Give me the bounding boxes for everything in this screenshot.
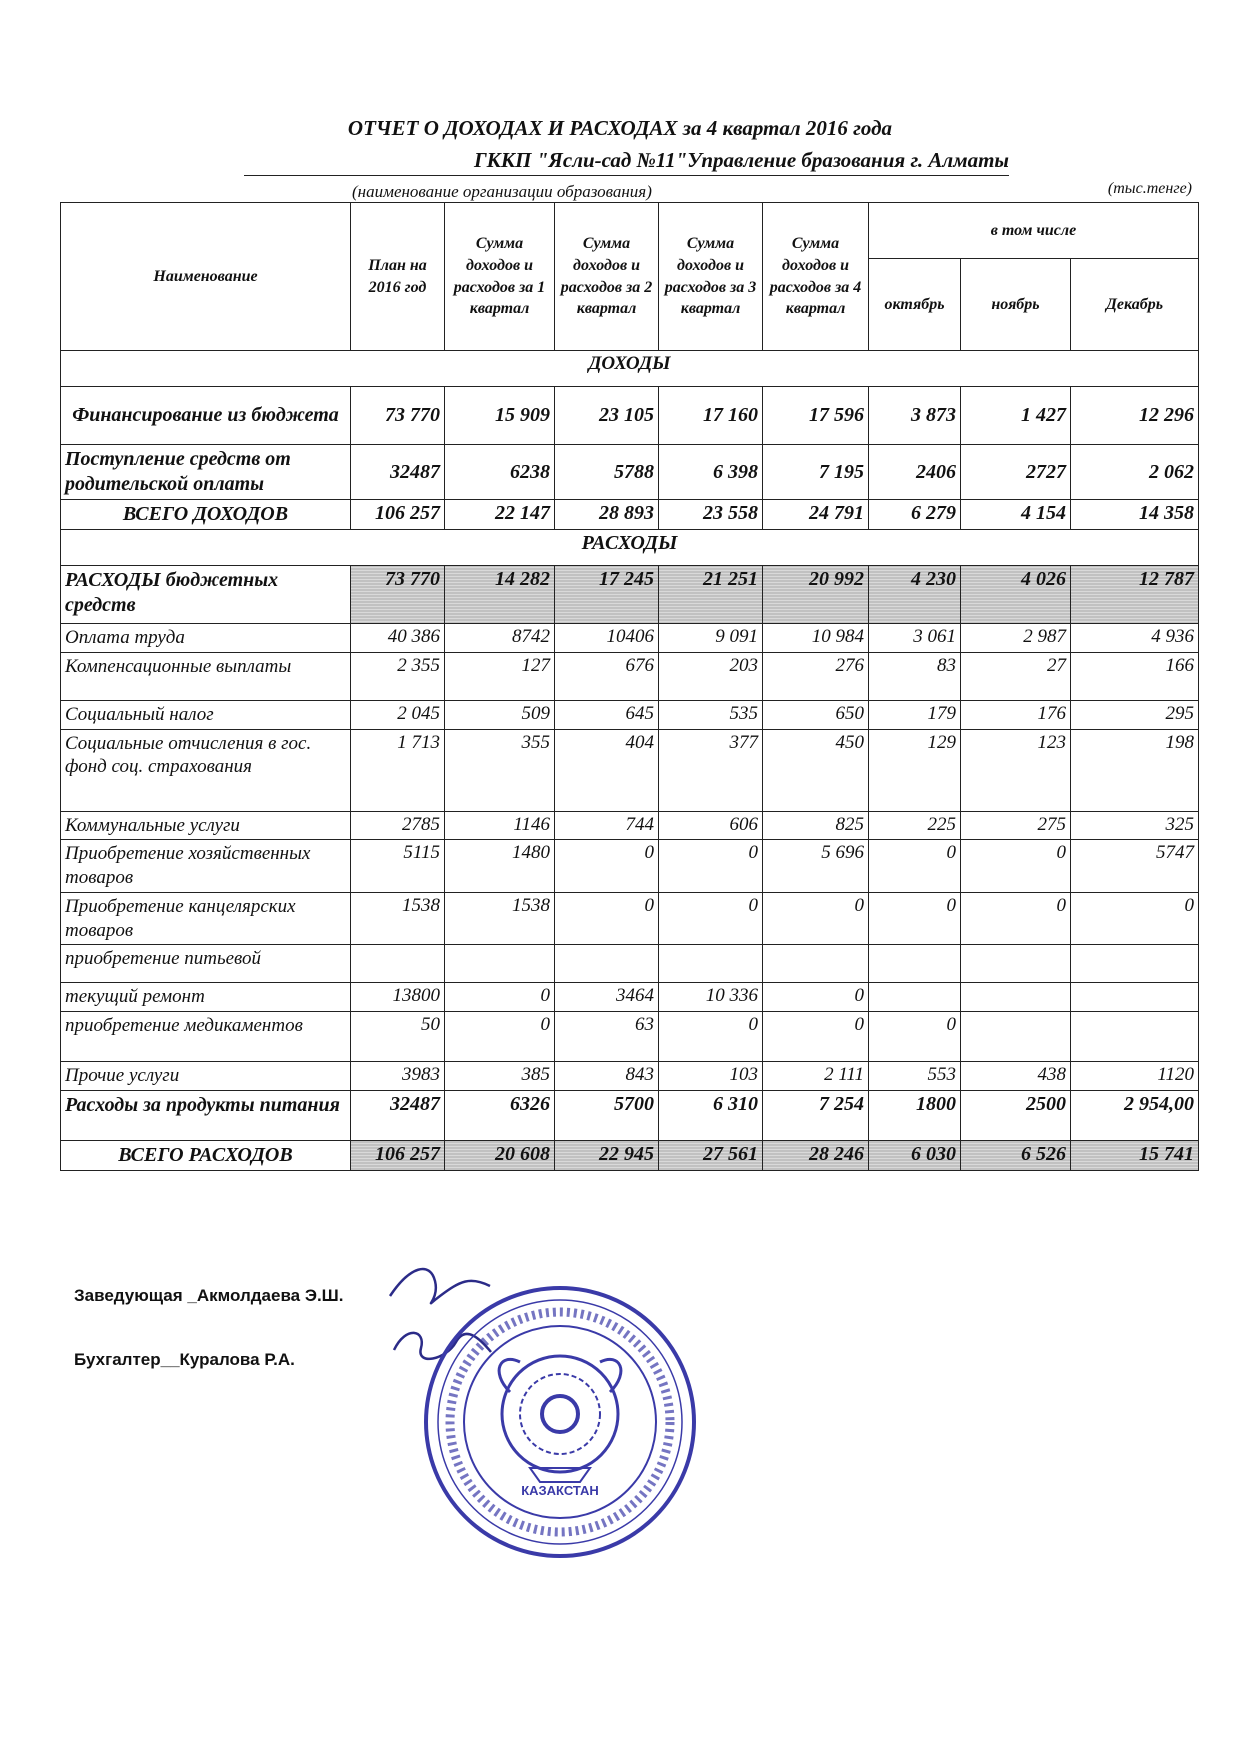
row-value: 6 030 (869, 1140, 961, 1170)
row-value: 0 (961, 840, 1071, 893)
row-value: 32487 (351, 445, 445, 500)
row-value: 825 (763, 811, 869, 840)
table-row (61, 624, 1199, 653)
report-table (60, 202, 1199, 1171)
table-row (61, 1012, 1199, 1062)
row-value: 1538 (351, 892, 445, 945)
row-value: 7 195 (763, 445, 869, 500)
row-value (445, 945, 555, 983)
row-name: приобретение питьевой (61, 945, 351, 983)
section-income-title: ДОХОДЫ (61, 351, 1199, 387)
row-value: 0 (1071, 892, 1199, 945)
row-value: 28 246 (763, 1140, 869, 1170)
row-value: 355 (445, 729, 555, 811)
organization-caption: (наименование организации образования) (352, 182, 652, 201)
row-value: 2727 (961, 445, 1071, 500)
row-value: 2406 (869, 445, 961, 500)
row-value: 14 358 (1071, 500, 1199, 530)
row-value: 0 (659, 892, 763, 945)
row-value (659, 945, 763, 983)
row-value: 325 (1071, 811, 1199, 840)
col-header-name: Наименование (61, 203, 351, 351)
row-value (555, 945, 659, 983)
row-value: 0 (869, 892, 961, 945)
row-value: 17 160 (659, 387, 763, 445)
row-value: 106 257 (351, 1140, 445, 1170)
row-name: Поступление средств от родительской оплаты (61, 445, 351, 500)
row-value: 1538 (445, 892, 555, 945)
row-value: 23 558 (659, 500, 763, 530)
row-value: 6 398 (659, 445, 763, 500)
row-value: 129 (869, 729, 961, 811)
table-row (61, 445, 1199, 500)
row-name: Компенсационные выплаты (61, 652, 351, 700)
row-value (1071, 983, 1199, 1012)
row-value: 10 984 (763, 624, 869, 653)
row-value: 176 (961, 700, 1071, 729)
row-value: 5 696 (763, 840, 869, 893)
row-value: 15 909 (445, 387, 555, 445)
row-value: 606 (659, 811, 763, 840)
row-value: 650 (763, 700, 869, 729)
table-row (61, 983, 1199, 1012)
row-value: 20 992 (763, 566, 869, 624)
row-value: 2 355 (351, 652, 445, 700)
row-value (1071, 945, 1199, 983)
row-value: 4 154 (961, 500, 1071, 530)
row-value: 83 (869, 652, 961, 700)
row-value: 6 310 (659, 1090, 763, 1140)
row-value: 17 596 (763, 387, 869, 445)
row-value: 7 254 (763, 1090, 869, 1140)
row-value: 5700 (555, 1090, 659, 1140)
row-value: 0 (961, 892, 1071, 945)
row-value: 553 (869, 1062, 961, 1091)
row-value: 179 (869, 700, 961, 729)
table-row (61, 945, 1199, 983)
row-value: 377 (659, 729, 763, 811)
row-value: 1480 (445, 840, 555, 893)
row-value (763, 945, 869, 983)
row-value: 10406 (555, 624, 659, 653)
row-value: 15 741 (1071, 1140, 1199, 1170)
row-value: 645 (555, 700, 659, 729)
row-value: 1 427 (961, 387, 1071, 445)
row-name: Прочие услуги (61, 1062, 351, 1091)
col-header-nov: ноябрь (961, 259, 1071, 351)
row-value: 2 954,00 (1071, 1090, 1199, 1140)
row-value: 385 (445, 1062, 555, 1091)
report-title: ОТЧЕТ О ДОХОДАХ И РАСХОДАХ за 4 квартал 2016 года (347, 116, 893, 140)
row-value: 0 (555, 892, 659, 945)
row-value: 6 526 (961, 1140, 1071, 1170)
row-name: РАСХОДЫ бюджетных средств (61, 566, 351, 624)
row-value: 4 936 (1071, 624, 1199, 653)
row-value: 9 091 (659, 624, 763, 653)
row-value: 10 336 (659, 983, 763, 1012)
row-value: 3464 (555, 983, 659, 1012)
row-value: 1120 (1071, 1062, 1199, 1091)
row-value: 198 (1071, 729, 1199, 811)
head-signature-line: Заведующая _Акмолдаева Э.Ш. (74, 1286, 344, 1305)
row-name: Социальный налог (61, 700, 351, 729)
row-value: 1800 (869, 1090, 961, 1140)
row-value: 450 (763, 729, 869, 811)
row-value: 127 (445, 652, 555, 700)
row-value: 1146 (445, 811, 555, 840)
row-value: 2 987 (961, 624, 1071, 653)
row-value: 203 (659, 652, 763, 700)
row-value: 275 (961, 811, 1071, 840)
row-value: 4 230 (869, 566, 961, 624)
table-row (61, 1062, 1199, 1091)
row-value: 106 257 (351, 500, 445, 530)
table-row (61, 892, 1199, 945)
row-value: 6238 (445, 445, 555, 500)
row-value: 23 105 (555, 387, 659, 445)
row-name: Приобретение канцелярских товаров (61, 892, 351, 945)
row-value: 103 (659, 1062, 763, 1091)
row-value: 6 279 (869, 500, 961, 530)
row-value: 295 (1071, 700, 1199, 729)
row-value: 3983 (351, 1062, 445, 1091)
row-value: 2 045 (351, 700, 445, 729)
organization-name: ГККП "Ясли-сад №11"Управление бразования г. Алматы (244, 148, 1009, 176)
row-value: 843 (555, 1062, 659, 1091)
row-name: приобретение медикаментов (61, 1012, 351, 1062)
table-row (61, 566, 1199, 624)
row-value: 12 787 (1071, 566, 1199, 624)
accountant-signature-line: Бухгалтер__Куралова Р.А. (74, 1350, 295, 1369)
row-name: ВСЕГО ДОХОДОВ (61, 500, 351, 530)
row-value: 404 (555, 729, 659, 811)
row-value: 225 (869, 811, 961, 840)
row-value: 22 945 (555, 1140, 659, 1170)
row-name: Приобретение хозяйственных товаров (61, 840, 351, 893)
row-value: 21 251 (659, 566, 763, 624)
row-value: 676 (555, 652, 659, 700)
row-name: Финансирование из бюджета (61, 387, 351, 445)
row-value: 5788 (555, 445, 659, 500)
row-value (961, 1012, 1071, 1062)
col-header-dec: Декабрь (1071, 259, 1199, 351)
row-value: 438 (961, 1062, 1071, 1091)
row-value: 123 (961, 729, 1071, 811)
row-value: 0 (763, 892, 869, 945)
row-value: 4 026 (961, 566, 1071, 624)
row-value (961, 945, 1071, 983)
row-value: 8742 (445, 624, 555, 653)
row-value: 166 (1071, 652, 1199, 700)
table-row (61, 729, 1199, 811)
row-value: 50 (351, 1012, 445, 1062)
row-name: Коммунальные услуги (61, 811, 351, 840)
row-value: 27 (961, 652, 1071, 700)
row-value: 27 561 (659, 1140, 763, 1170)
row-value: 20 608 (445, 1140, 555, 1170)
row-value: 3 873 (869, 387, 961, 445)
row-value: 535 (659, 700, 763, 729)
table-row (61, 840, 1199, 893)
row-name: Социальные отчисления в гос. фонд соц. страхования (61, 729, 351, 811)
row-value (869, 983, 961, 1012)
row-value: 0 (869, 840, 961, 893)
col-header-q1: Сумма доходов и расходов за 1 квартал (445, 203, 555, 351)
row-value (961, 983, 1071, 1012)
row-value (1071, 1012, 1199, 1062)
row-value: 0 (659, 840, 763, 893)
col-header-q2: Сумма доходов и расходов за 2 квартал (555, 203, 659, 351)
row-value: 17 245 (555, 566, 659, 624)
table-row (61, 1140, 1199, 1170)
col-header-oct: октябрь (869, 259, 961, 351)
row-value: 13800 (351, 983, 445, 1012)
row-name: Оплата труда (61, 624, 351, 653)
col-header-q4: Сумма доходов и расходов за 4 квартал (763, 203, 869, 351)
row-value: 0 (763, 983, 869, 1012)
row-value: 276 (763, 652, 869, 700)
col-header-q3: Сумма доходов и расходов за 3 квартал (659, 203, 763, 351)
row-value: 5115 (351, 840, 445, 893)
row-value: 0 (445, 983, 555, 1012)
table-row (61, 500, 1199, 530)
table-row (61, 652, 1199, 700)
row-value: 0 (445, 1012, 555, 1062)
row-value: 1 713 (351, 729, 445, 811)
row-value (869, 945, 961, 983)
row-value: 73 770 (351, 387, 445, 445)
row-value: 12 296 (1071, 387, 1199, 445)
row-value: 24 791 (763, 500, 869, 530)
row-value: 2 111 (763, 1062, 869, 1091)
stamp-center-text: КАЗАКСТАН (521, 1483, 599, 1498)
row-value: 6326 (445, 1090, 555, 1140)
row-value: 28 893 (555, 500, 659, 530)
row-value: 5747 (1071, 840, 1199, 893)
row-value: 14 282 (445, 566, 555, 624)
row-name: Расходы за продукты питания (61, 1090, 351, 1140)
row-value: 22 147 (445, 500, 555, 530)
row-value: 2500 (961, 1090, 1071, 1140)
row-value: 0 (659, 1012, 763, 1062)
row-value: 0 (763, 1012, 869, 1062)
row-value: 2 062 (1071, 445, 1199, 500)
row-name: текущий ремонт (61, 983, 351, 1012)
table-row (61, 387, 1199, 445)
row-value: 63 (555, 1012, 659, 1062)
row-value: 40 386 (351, 624, 445, 653)
row-value: 73 770 (351, 566, 445, 624)
units-note: (тыс.тенге) (1107, 180, 1192, 197)
row-name: ВСЕГО РАСХОДОВ (61, 1140, 351, 1170)
col-header-including: в том числе (869, 203, 1199, 259)
row-value: 3 061 (869, 624, 961, 653)
table-row (61, 811, 1199, 840)
row-value (351, 945, 445, 983)
row-value: 509 (445, 700, 555, 729)
row-value: 32487 (351, 1090, 445, 1140)
section-expenses-title: РАСХОДЫ (61, 530, 1199, 566)
table-row (61, 700, 1199, 729)
table-row (61, 1090, 1199, 1140)
row-value: 2785 (351, 811, 445, 840)
row-value: 0 (555, 840, 659, 893)
row-value: 0 (869, 1012, 961, 1062)
official-stamp (420, 1282, 700, 1562)
row-value: 744 (555, 811, 659, 840)
col-header-plan: План на 2016 год (351, 203, 445, 351)
